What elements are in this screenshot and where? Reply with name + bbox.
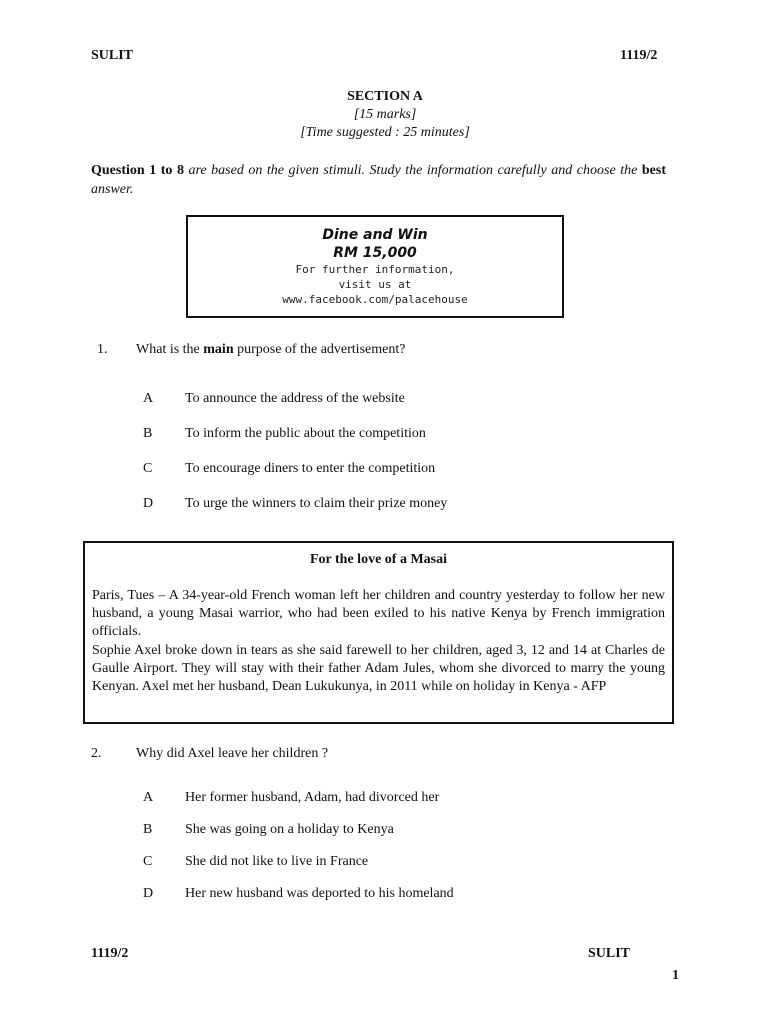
q2-option-b-text: She was going on a holiday to Kenya	[185, 822, 394, 837]
q1-question	[136, 342, 405, 358]
article-title: For the love of a Masai	[310, 552, 447, 567]
q2-question: Why did Axel leave her children ?	[136, 746, 329, 761]
footer-right: SULIT	[588, 946, 631, 961]
article-box	[83, 541, 674, 724]
header-right: 1119/2	[620, 48, 658, 63]
ad-title-1: Dine and Win	[322, 227, 428, 243]
header-left: SULIT	[91, 48, 134, 63]
q1-option-b-letter: B	[143, 426, 153, 441]
section-heading	[185, 88, 585, 142]
ad-line-1: For further information,	[295, 263, 455, 276]
instruction-bold: best	[641, 163, 666, 178]
q2-number: 2.	[91, 746, 102, 761]
q1-option-b-text: To inform the public about the competition	[185, 426, 426, 441]
instruction-lead: Question 1 to 8	[91, 163, 184, 178]
q1-option-d-letter: D	[143, 496, 154, 511]
article-paragraph-1: Paris, Tues – A 34-year-old French woman left her children and country yesterday to follow her new husband, a young Masai warrior, who had been exiled to his native Kenya by French immigration officials.	[92, 588, 665, 640]
section-time: [Time suggested : 25 minutes]	[300, 125, 470, 140]
instruction-end: answer.	[91, 182, 134, 197]
q1-option-a-letter: A	[143, 391, 154, 406]
q1-bold: main	[203, 342, 234, 357]
article-body	[92, 587, 665, 696]
page-number: 1	[672, 968, 679, 983]
q2-option-c-text: She did not like to live in France	[185, 854, 369, 869]
section-title: SECTION A	[347, 89, 423, 104]
instruction-middle: are based on the given stimuli. Study the information carefully and choose the	[183, 163, 642, 178]
q2-option-b-letter: B	[143, 822, 153, 837]
ad-line-3: www.facebook.com/palacehouse	[282, 293, 468, 306]
section-marks: [15 marks]	[353, 107, 417, 122]
q1-pre: What is the	[136, 342, 204, 357]
footer-left: 1119/2	[91, 946, 129, 961]
q2-option-a-letter: A	[143, 790, 154, 805]
q1-post: purpose of the advertisement?	[233, 342, 406, 357]
q1-option-a-text: To announce the address of the website	[185, 391, 405, 406]
q1-option-c-letter: C	[143, 461, 153, 476]
q2-option-a-text: Her former husband, Adam, had divorced her	[185, 790, 440, 805]
ad-title-2: RM 15,000	[333, 245, 417, 261]
article-paragraph-2: Sophie Axel broke down in tears as she said farewell to her children, aged 3, 12 and 14 at Charles de Gaulle Airport. They will stay with their father Adam Jules, whom she divorced to marry the young Kenyan. Axel met her husband, Dean Lukukunya, in 2011 while on holiday in Kenya - AFP	[92, 642, 665, 695]
q2-option-d-text: Her new husband was deported to his homeland	[185, 886, 454, 901]
q1-number: 1.	[97, 342, 108, 357]
advertisement-box	[186, 215, 564, 318]
q2-option-c-letter: C	[143, 854, 153, 869]
q1-option-d-text: To urge the winners to claim their prize money	[185, 496, 448, 511]
ad-line-2: visit us at	[338, 278, 412, 291]
q2-option-d-letter: D	[143, 886, 154, 901]
instruction	[91, 161, 666, 199]
q1-option-c-text: To encourage diners to enter the competition	[185, 461, 436, 476]
